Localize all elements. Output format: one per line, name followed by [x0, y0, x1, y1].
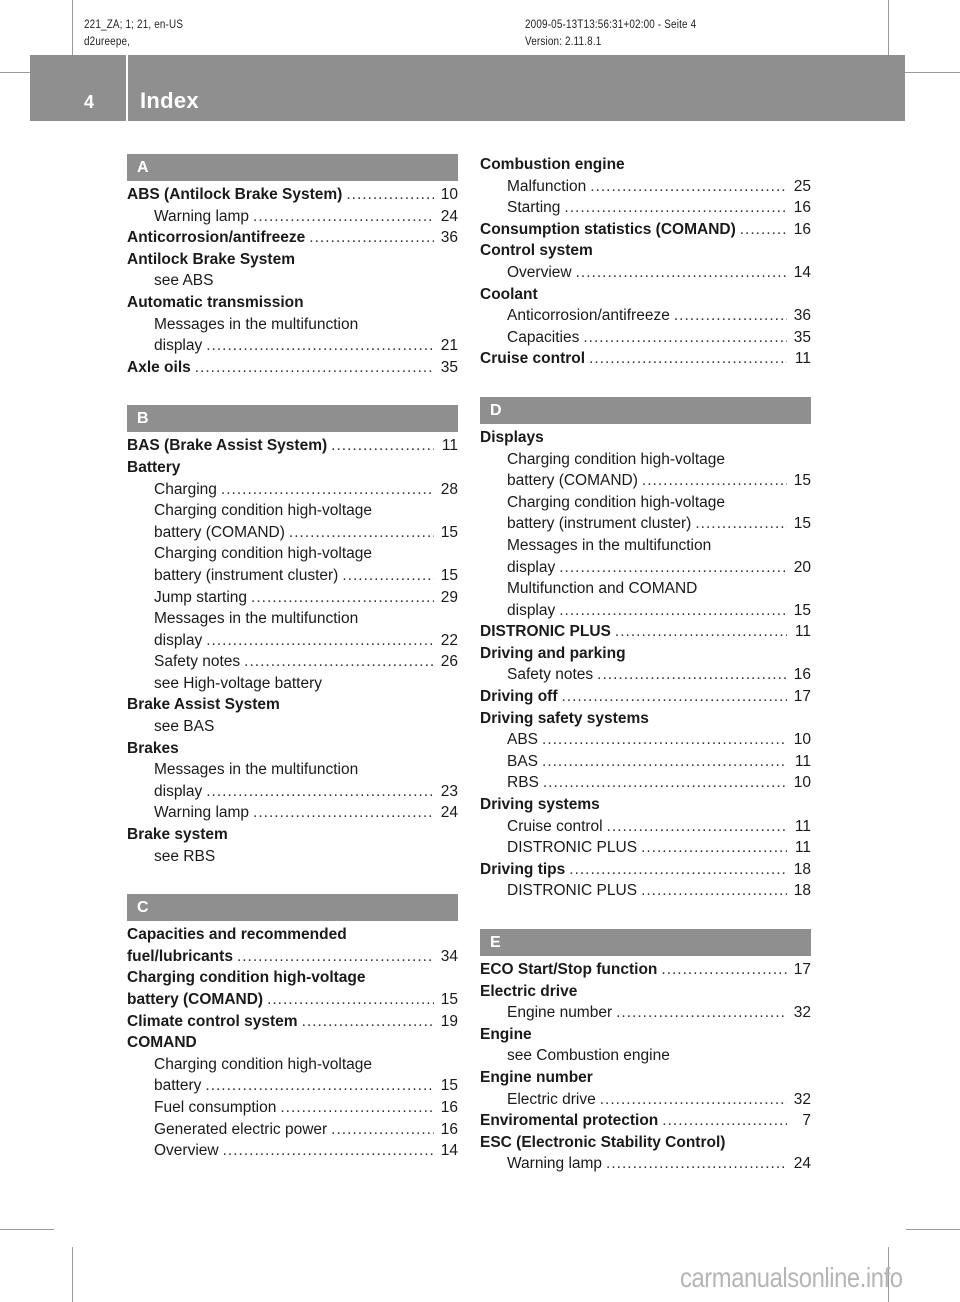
entry-text: Brakes [127, 739, 179, 757]
index-entry[interactable] [127, 435, 458, 457]
dot-leader [740, 219, 787, 241]
entry-text: Charging condition high-voltage [154, 502, 373, 520]
dot-leader [642, 470, 787, 492]
entry-text: battery (COMAND) [507, 472, 638, 490]
page-reference[interactable]: 15 [793, 472, 811, 490]
index-entry [480, 240, 811, 262]
index-subentry[interactable] [480, 816, 811, 838]
page-reference[interactable]: 18 [793, 860, 811, 878]
index-subentry [127, 608, 458, 630]
page-reference[interactable]: 24 [440, 207, 458, 225]
crop-mark-bottom-right-horizontal [906, 1229, 960, 1230]
dot-leader [331, 435, 434, 457]
dot-leader [564, 197, 787, 219]
index-column-right [480, 154, 811, 1175]
page-reference[interactable]: 15 [440, 566, 458, 584]
index-subentry[interactable] [127, 781, 458, 803]
print-meta-left [84, 17, 183, 51]
entry-text: Brake system [127, 826, 228, 844]
index-column-left [116, 154, 458, 1162]
entry-text: Overview [507, 263, 572, 281]
entry-text: see Combustion engine [507, 1047, 670, 1065]
page-reference[interactable]: 28 [440, 480, 458, 498]
page-reference[interactable]: 29 [440, 588, 458, 606]
section-header: E [480, 929, 811, 956]
index-entry [480, 1067, 811, 1089]
entry-text: Generated electric power [154, 1120, 328, 1138]
page-reference[interactable]: 16 [793, 220, 811, 238]
index-subentry[interactable] [480, 197, 811, 219]
page-title: Index [140, 88, 199, 113]
entry-text: Warning lamp [154, 207, 250, 225]
dot-leader [289, 522, 434, 544]
index-subentry[interactable] [480, 327, 811, 349]
entry-text: Driving off [480, 688, 558, 706]
index-subentry [480, 449, 811, 471]
page-reference[interactable]: 11 [794, 817, 811, 835]
dot-leader [223, 1140, 434, 1162]
index-subentry[interactable] [480, 772, 811, 794]
entry-text: Messages in the multifunction [154, 315, 359, 333]
page-reference[interactable]: 11 [794, 350, 811, 368]
dot-leader [641, 880, 787, 902]
entry-text: display [154, 631, 203, 649]
entry-text: Enviromental protection [480, 1112, 659, 1130]
watermark: carmanualsonline.info [680, 1262, 903, 1293]
page-reference[interactable]: 10 [793, 774, 811, 792]
page-reference[interactable]: 35 [440, 358, 458, 376]
entry-text: ESC (Electronic Stability Control) [480, 1133, 726, 1151]
page-reference[interactable]: 7 [802, 1112, 811, 1130]
index-subentry[interactable] [480, 262, 811, 284]
index-entry [127, 738, 458, 760]
index-subentry[interactable] [127, 565, 458, 587]
entry-text: Axle oils [127, 358, 191, 376]
index-subentry[interactable] [480, 176, 811, 198]
entry-text: battery [154, 1077, 202, 1095]
crop-mark-top-right [888, 0, 889, 55]
dot-leader [280, 1097, 434, 1119]
entry-text: BAS [507, 752, 539, 770]
index-entry [480, 1024, 811, 1046]
entry-text: Charging condition high-voltage [154, 1055, 373, 1073]
index-subentry[interactable] [480, 1153, 811, 1175]
crop-mark-bottom-left [72, 1247, 73, 1302]
index-entry[interactable] [127, 184, 458, 206]
dot-leader [205, 1075, 434, 1097]
dot-leader [674, 305, 787, 327]
index-entry [127, 967, 458, 989]
entry-text: Charging condition high-voltage [507, 493, 726, 511]
entry-text: Multifunction and COMAND [507, 580, 698, 598]
dot-leader [237, 946, 434, 968]
page-reference[interactable]: 26 [440, 653, 458, 671]
entry-text: Engine number [507, 1004, 613, 1022]
page-reference[interactable]: 35 [793, 328, 811, 346]
entry-text: Overview [154, 1142, 219, 1160]
index-subentry[interactable] [127, 206, 458, 228]
entry-text: ABS [507, 731, 539, 749]
page-reference[interactable]: 24 [793, 1155, 811, 1173]
dot-leader [615, 621, 787, 643]
section-gap [116, 378, 447, 405]
entry-text: Messages in the multifunction [154, 610, 359, 628]
dot-leader [309, 227, 434, 249]
index-subentry [480, 492, 811, 514]
index-entry [480, 643, 811, 665]
entry-text: Capacities and recommended [127, 926, 347, 944]
index-entry [480, 794, 811, 816]
entry-text: battery (instrument cluster) [154, 566, 339, 584]
page-reference[interactable]: 21 [440, 337, 458, 355]
entry-text: Safety notes [154, 653, 241, 671]
page-number: 4 [84, 92, 95, 112]
index-subentry [127, 270, 458, 292]
page-reference[interactable]: 25 [793, 177, 811, 195]
entry-text: Automatic transmission [127, 293, 304, 311]
entry-text: Consumption statistics (COMAND) [480, 220, 736, 238]
entry-text: Driving systems [480, 796, 600, 814]
index-subentry [127, 716, 458, 738]
header-separator [126, 55, 128, 121]
dot-leader [559, 557, 787, 579]
entry-text: ECO Start/Stop function [480, 961, 658, 978]
index-subentry [127, 543, 458, 565]
index-subentry[interactable] [127, 522, 458, 544]
crop-mark-right-horizontal [905, 72, 960, 73]
dot-leader [589, 348, 787, 370]
meta-timestamp: 2009-05-13T13:56:31+02:00 - Seite 4 [525, 19, 697, 31]
entry-text: Climate control system [127, 1012, 298, 1030]
meta-version: Version: 2.11.8.1 [525, 36, 602, 48]
entry-text: Battery [127, 458, 181, 476]
dot-leader [606, 1153, 787, 1175]
entry-text: Charging condition high-voltage [127, 969, 366, 987]
entry-text: Electric drive [480, 982, 578, 1000]
dot-leader [695, 513, 787, 535]
dot-leader [253, 802, 434, 824]
entry-text: Warning lamp [154, 804, 250, 822]
index-subentry[interactable] [480, 600, 811, 622]
print-meta-right [525, 17, 696, 51]
entry-text: Malfunction [507, 177, 587, 195]
index-entry [127, 457, 458, 479]
index-entry [480, 427, 811, 449]
entry-text: Charging condition high-voltage [507, 450, 726, 468]
crop-mark-bottom-left-horizontal [0, 1229, 54, 1230]
entry-text: display [154, 337, 203, 355]
dot-leader [661, 959, 787, 981]
index-subentry[interactable] [127, 802, 458, 824]
index-entry [127, 249, 458, 271]
index-subentry[interactable] [127, 479, 458, 501]
entry-text: Antilock Brake System [127, 250, 295, 268]
page-reference[interactable]: 11 [794, 752, 811, 770]
page-reference[interactable]: 16 [793, 666, 811, 684]
entry-text: display [507, 601, 556, 619]
crop-mark-top-left [72, 0, 73, 55]
index-subentry[interactable] [480, 880, 811, 902]
index-subentry[interactable] [480, 664, 811, 686]
index-entry [127, 292, 458, 314]
entry-text: Charging condition high-voltage [154, 545, 373, 563]
entry-text: Safety notes [507, 666, 594, 684]
entry-text: DISTRONIC PLUS [507, 839, 638, 857]
index-subentry[interactable] [127, 1097, 458, 1119]
dot-leader [576, 262, 787, 284]
entry-text: Messages in the multifunction [507, 536, 712, 554]
dot-leader [302, 1011, 434, 1033]
entry-text: Engine [480, 1025, 532, 1043]
entry-text: Jump starting [154, 588, 248, 606]
index-entry[interactable] [480, 686, 811, 708]
index-subentry[interactable] [127, 651, 458, 673]
entry-text: Anticorrosion/antifreeze [127, 229, 306, 247]
entry-text: see ABS [154, 272, 214, 290]
index-subentry[interactable] [480, 729, 811, 751]
index-entry [480, 1132, 811, 1154]
page-reference[interactable]: 10 [793, 731, 811, 749]
index-entry [127, 1032, 458, 1054]
index-entry [480, 981, 811, 1003]
index-entry [127, 694, 458, 716]
index-entry[interactable] [127, 989, 458, 1011]
dot-leader [562, 686, 788, 708]
dot-leader [542, 729, 787, 751]
index-entry[interactable] [480, 859, 811, 881]
entry-text: Coolant [480, 285, 538, 303]
section-header: D [480, 397, 811, 424]
dot-leader [559, 600, 787, 622]
entry-text: battery (COMAND) [154, 523, 285, 541]
dot-leader [346, 184, 434, 206]
page-reference[interactable]: 16 [440, 1120, 458, 1138]
dot-leader [641, 837, 787, 859]
index-subentry[interactable] [127, 630, 458, 652]
entry-text: see BAS [154, 718, 215, 736]
index-subentry [480, 578, 811, 600]
index-subentry [127, 500, 458, 522]
entry-text: battery (COMAND) [127, 991, 264, 1008]
page-reference[interactable]: 34 [440, 947, 458, 965]
index-entry[interactable] [127, 1011, 458, 1033]
index-subentry[interactable] [480, 513, 811, 535]
page-reference[interactable]: 15 [793, 601, 811, 619]
dot-leader [195, 357, 434, 379]
page-reference[interactable]: 15 [440, 523, 458, 541]
entry-text: Fuel consumption [154, 1098, 277, 1116]
index-entry[interactable] [480, 219, 811, 241]
page-reference[interactable]: 15 [440, 991, 458, 1008]
index-entry[interactable] [480, 1110, 811, 1132]
index-entry[interactable] [127, 946, 458, 968]
entry-text: Brake Assist System [127, 696, 280, 714]
index-subentry[interactable] [480, 470, 811, 492]
index-subentry [127, 1054, 458, 1076]
dot-leader [543, 772, 787, 794]
section-gap [480, 370, 811, 397]
page-reference[interactable]: 17 [793, 961, 811, 978]
dot-leader [331, 1119, 434, 1141]
entry-text: Charging [154, 480, 217, 498]
dot-leader [253, 206, 434, 228]
dot-leader [662, 1110, 787, 1132]
dot-leader [206, 335, 434, 357]
section-header: B [127, 405, 458, 432]
entry-text: DISTRONIC PLUS [480, 623, 611, 641]
index-subentry[interactable] [127, 1119, 458, 1141]
entry-text: Capacities [507, 328, 580, 346]
entry-text: display [507, 558, 556, 576]
dot-leader [542, 751, 787, 773]
entry-text: battery (instrument cluster) [507, 515, 692, 533]
page-reference[interactable]: 15 [793, 515, 811, 533]
index-subentry [480, 1045, 811, 1067]
entry-text: Electric drive [507, 1090, 596, 1108]
section-gap [480, 902, 811, 929]
entry-text: see RBS [154, 847, 216, 865]
page-reference[interactable]: 14 [793, 263, 811, 281]
index-subentry[interactable] [480, 837, 811, 859]
index-subentry [127, 314, 458, 336]
page-reference[interactable]: 18 [793, 882, 811, 900]
index-subentry[interactable] [480, 305, 811, 327]
entry-text: Starting [507, 199, 561, 217]
entry-text: Anticorrosion/antifreeze [507, 307, 670, 325]
index-entry [480, 154, 811, 176]
dot-leader [342, 565, 434, 587]
entry-text: Driving safety systems [480, 709, 649, 727]
dot-leader [251, 587, 434, 609]
crop-mark-left-horizontal [0, 72, 30, 73]
index-subentry[interactable] [480, 1089, 811, 1111]
index-entry[interactable] [127, 227, 458, 249]
dot-leader [597, 664, 787, 686]
page-reference[interactable]: 20 [793, 558, 811, 576]
index-entry[interactable] [480, 959, 811, 981]
index-entry [480, 708, 811, 730]
index-subentry [480, 535, 811, 557]
page-reference[interactable]: 16 [440, 1098, 458, 1116]
entry-text: Control system [480, 242, 593, 260]
page-reference[interactable]: 11 [441, 437, 458, 455]
index-subentry[interactable] [127, 1140, 458, 1162]
page-reference[interactable]: 19 [440, 1012, 458, 1030]
index-subentry[interactable] [127, 587, 458, 609]
entry-text: Messages in the multifunction [154, 761, 359, 779]
page-reference[interactable]: 32 [793, 1004, 811, 1022]
index-entry[interactable] [480, 348, 811, 370]
index-entry [127, 924, 458, 946]
entry-text: Cruise control [507, 817, 603, 835]
dot-leader [590, 176, 787, 198]
page-reference[interactable]: 10 [440, 186, 458, 203]
meta-author: d2ureepe, [84, 36, 131, 48]
entry-text: ABS (Antilock Brake System) [127, 186, 343, 203]
page-reference[interactable]: 23 [440, 782, 458, 800]
section-gap [116, 867, 447, 894]
index-subentry[interactable] [127, 335, 458, 357]
page-reference[interactable]: 36 [440, 229, 458, 247]
entry-text: Displays [480, 428, 544, 446]
page-reference[interactable]: 17 [793, 688, 811, 706]
entry-text: fuel/lubricants [127, 947, 233, 965]
dot-leader [600, 1089, 787, 1111]
page-reference[interactable]: 36 [793, 307, 811, 325]
index-entry[interactable] [127, 357, 458, 379]
dot-leader [221, 479, 434, 501]
index-subentry[interactable] [480, 751, 811, 773]
meta-doc-id: 221_ZA; 1; 21, en-US [84, 19, 184, 31]
entry-text: BAS (Brake Assist System) [127, 437, 328, 455]
entry-text: Combustion engine [480, 156, 625, 173]
section-header: C [127, 894, 458, 921]
entry-text: Driving tips [480, 860, 566, 878]
page-reference[interactable]: 32 [793, 1090, 811, 1108]
entry-text: see High-voltage battery [154, 674, 323, 692]
page-reference[interactable]: 11 [794, 839, 811, 857]
index-subentry [127, 846, 458, 868]
index-subentry [127, 673, 458, 695]
entry-text: Warning lamp [507, 1155, 603, 1173]
page-reference[interactable]: 24 [440, 804, 458, 822]
dot-leader [616, 1002, 787, 1024]
page-reference[interactable]: 15 [440, 1077, 458, 1095]
index-subentry[interactable] [127, 1075, 458, 1097]
entry-text: display [154, 782, 203, 800]
dot-leader [244, 651, 434, 673]
dot-leader [206, 781, 434, 803]
index-entry [480, 284, 811, 306]
page-reference[interactable]: 11 [794, 623, 811, 641]
dot-leader [206, 630, 434, 652]
entry-text: DISTRONIC PLUS [507, 882, 638, 900]
dot-leader [583, 327, 787, 349]
index-entry [127, 824, 458, 846]
index-subentry[interactable] [480, 1002, 811, 1024]
section-header: A [127, 154, 458, 181]
entry-text: Cruise control [480, 350, 586, 368]
entry-text: Engine number [480, 1068, 593, 1086]
page-reference[interactable]: 16 [793, 199, 811, 217]
index-entry[interactable] [480, 621, 811, 643]
dot-leader [267, 989, 434, 1011]
page-reference[interactable]: 22 [440, 631, 458, 649]
page-reference[interactable]: 14 [440, 1142, 458, 1160]
entry-text: Driving and parking [480, 644, 626, 662]
entry-text: RBS [507, 774, 539, 792]
index-subentry[interactable] [480, 557, 811, 579]
entry-text: COMAND [127, 1034, 197, 1052]
index-subentry [127, 759, 458, 781]
dot-leader [607, 816, 787, 838]
dot-leader [569, 859, 787, 881]
